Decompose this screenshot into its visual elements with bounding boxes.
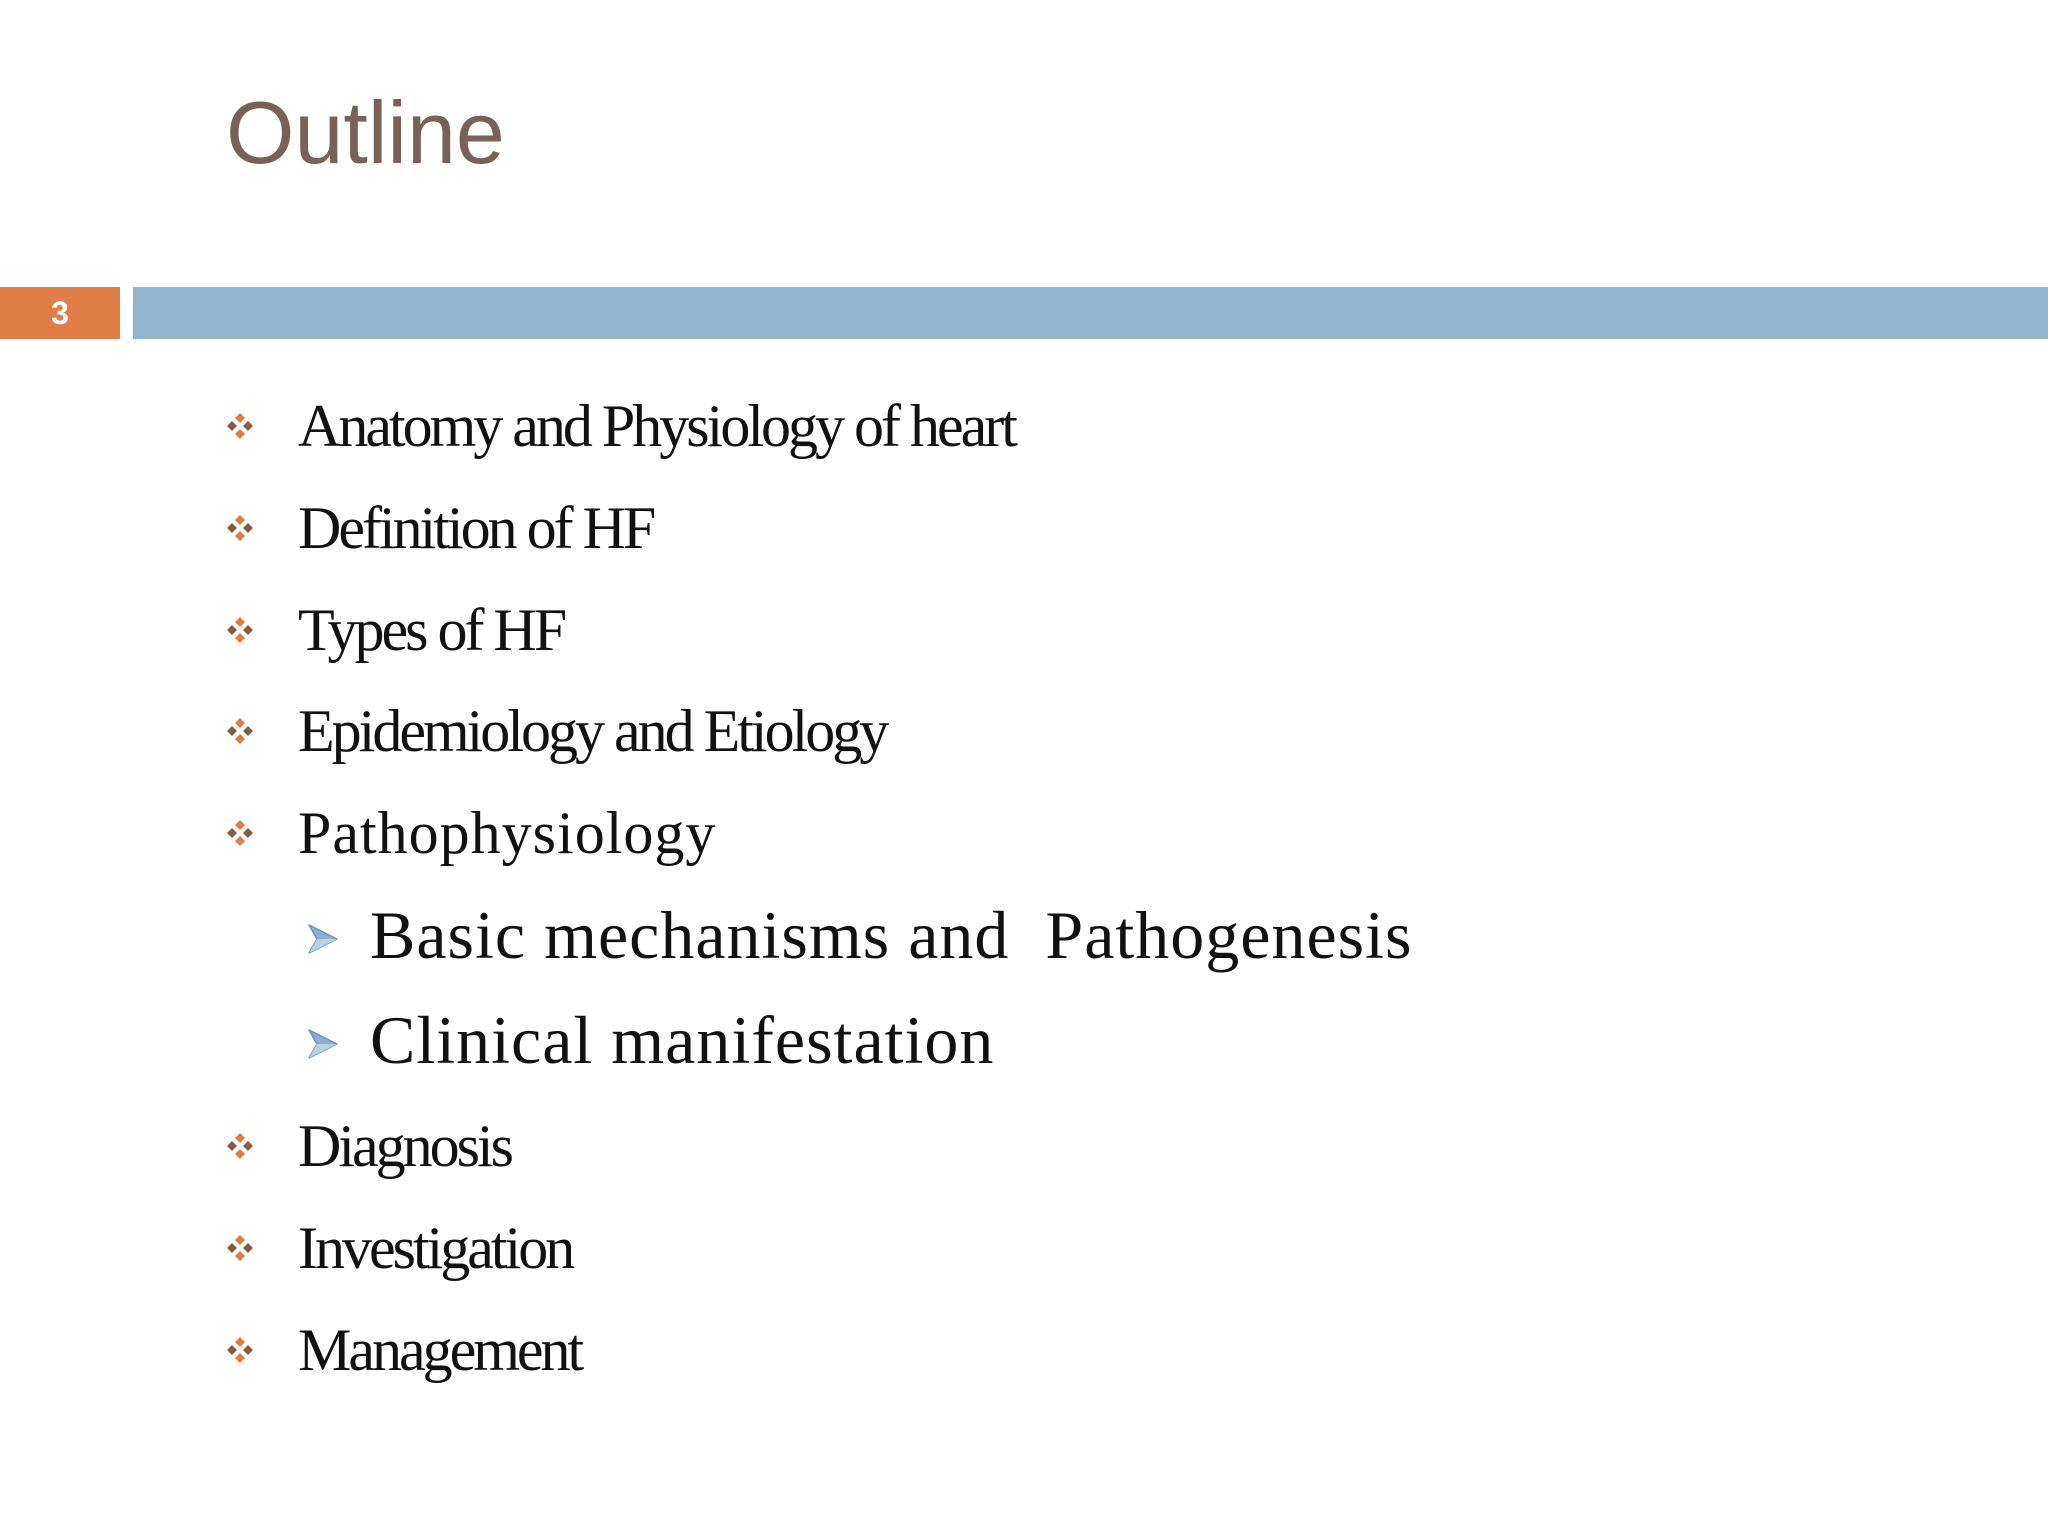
outline-item-anatomy <box>226 381 1015 471</box>
outline-subitem-clinical <box>306 990 994 1090</box>
outline-item-definition <box>226 483 653 573</box>
outline-item-investigation <box>226 1203 572 1293</box>
four-diamond-bullet-icon <box>226 1101 298 1191</box>
four-diamond-bullet-icon <box>226 1305 298 1395</box>
outline-item-label: Epidemiology and Etiology <box>298 697 887 764</box>
outline-subitem-label: Basic mechanisms and Pathogenesis <box>370 896 1413 973</box>
outline-item-types <box>226 585 564 675</box>
outline-item-label: Types of HF <box>298 596 565 663</box>
outline-item-epidemiology <box>226 686 886 776</box>
four-diamond-bullet-icon <box>226 585 298 675</box>
title-divider-bar <box>133 287 2048 339</box>
four-diamond-bullet-icon <box>226 686 298 776</box>
outline-item-label: Anatomy and Physiology of heart <box>298 392 1015 459</box>
outline-subitem-mechanisms <box>306 885 1412 985</box>
outline-item-label: Management <box>298 1316 582 1383</box>
outline-item-management <box>226 1305 581 1395</box>
outline-item-pathophysiology <box>226 788 716 878</box>
four-diamond-bullet-icon <box>226 1203 298 1293</box>
outline-item-label: Pathophysiology <box>298 799 717 866</box>
arrowhead-bullet-icon <box>306 885 370 985</box>
four-diamond-bullet-icon <box>226 483 298 573</box>
outline-subitem-label: Clinical manifestation <box>370 1001 995 1078</box>
four-diamond-bullet-icon <box>226 788 298 878</box>
page-number-badge: 3 <box>0 287 120 339</box>
outline-item-label: Definition of HF <box>298 494 654 561</box>
slide-title: Outline <box>226 83 505 182</box>
outline-item-label: Investigation <box>298 1214 573 1281</box>
outline-item-label: Diagnosis <box>298 1112 511 1179</box>
arrowhead-bullet-icon <box>306 990 370 1090</box>
outline-item-diagnosis <box>226 1101 511 1191</box>
four-diamond-bullet-icon <box>226 381 298 471</box>
